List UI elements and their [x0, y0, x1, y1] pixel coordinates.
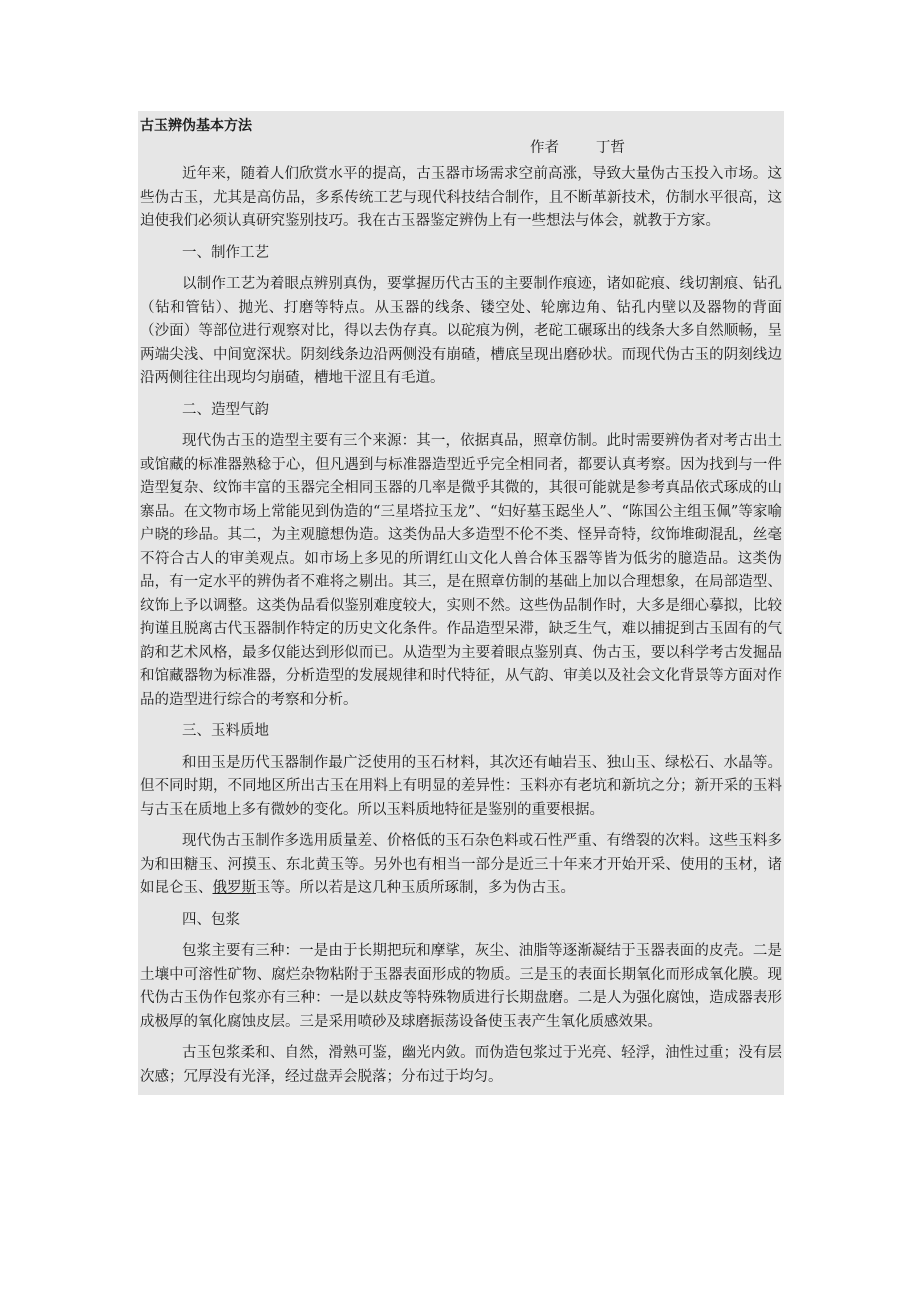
section-patina-paragraph-2: 古玉包浆柔和、自然，滑熟可鉴，幽光内敛。而伪造包浆过于光亮、轻浮，油性过重；没有层次感；冗厚没有光泽，经过盘弄会脱落；分布过于均匀。 — [140, 1045, 782, 1085]
intro-paragraph: 近年来，随着人们欣赏水平的提高，古玉器市场需求空前高涨，导致大量伪古玉投入市场。这些伪古玉，尤其是高仿品，多系传统工艺与现代科技结合制作，且不断革新技术，仿制水平很高，这迫使我们必须认真研究鉴别技巧。我在古玉器鉴定辨伪上有一些想法与体会，就教于方家。 — [140, 166, 782, 229]
russia-link[interactable]: 俄罗斯 — [212, 880, 256, 896]
section-material-paragraph-2 — [138, 830, 784, 901]
author-name: 丁哲 — [595, 140, 625, 156]
author-line — [138, 137, 784, 159]
section-heading-material: 三、玉料质地 — [182, 723, 270, 739]
document-body — [138, 111, 784, 1095]
author-label: 作者 — [530, 140, 559, 156]
section-heading-patina: 四、包浆 — [182, 911, 241, 928]
section-heading-form: 二、造型气韵 — [182, 401, 270, 418]
section-form-paragraph: 现代伪古玉的造型主要有三个来源：其一，依据真品，照章仿制。此时需要辨伪者对考古出土或馆藏的标准器熟稔于心，但凡遇到与标准器造型近乎完全相同者，都要认真考察。因为找到与一件造型复杂、纹饰丰富的玉器完全相同玉器的几率是微乎其微的，其很可能就是参考真品依式琢成的山寨品。在文物市场上常能见到伪造的“三星塔拉玉龙”、“妇好墓玉跽坐人”、“陈国公主组玉佩”等家喻户晓的珍品。其二，为主观臆想伪造。这类伪品大多造型不伦不类、怪异奇特，纹饰堆砌混乱，丝毫不符合古人的审美观点。如市场上多见的所谓红山文化人兽合体玉器等皆为低劣的臆造品。这类伪品，有一定水平的辨伪者不难将之剔出。其三，是在照章仿制的基础上加以合理想象，在局部造型、纹饰上予以调整。这类伪品看似鉴别难度较大，实则不然。这些伪品制作时，大多是细心摹拟，比较拘谨且脱离古代玉器制作特定的历史文化条件。作品造型呆滞，缺乏生气，难以捕捉到古玉固有的气韵和艺术风格，最多仅能达到形似而已。从造型为主要着眼点鉴别真、伪古玉，要以科学考古发掘品和馆藏器物为标准器，分析造型的发展规律和时代特征，从气韵、审美以及社会文化背景等方面对作品的造型进行综合的考察和分析。 — [140, 433, 782, 708]
material-text-a: 现代伪古玉制作多选用质量差、价格低的玉石杂色料或石性严重、有绺裂的次料。这些玉料多为和田糖玉、河摸玉、东北黄玉等。另外也有相当一部分是近三十年来才开始开采、使用的玉材，诸如昆仑玉、 — [140, 833, 782, 896]
document-title: 古玉辨伪基本方法 — [140, 118, 252, 134]
section-craft-paragraph: 以制作工艺为着眼点辨别真伪，要掌握历代古玉的主要制作痕迹，诸如砣痕、线切割痕、钻孔（钻和管钻）、抛光、打磨等特点。从玉器的线条、镂空处、轮廓边角、钻孔内壁以及器物的背面（沙面）等部位进行观察对比，得以去伪存真。以砣痕为例，老砣工碾琢出的线条大多自然顺畅，呈两端尖浅、中间宽深状。阴刻线条边沿两侧没有崩碴，槽底呈现出磨砂状。而现代伪古玉的阴刻线边沿两侧往往出现均匀崩碴，槽地干涩且有毛道。 — [140, 276, 782, 386]
material-text-b: 玉等。所以若是这几种玉质所琢制，多为伪古玉。 — [256, 880, 575, 896]
section-patina-paragraph-1: 包浆主要有三种：一是由于长期把玩和摩挲，灰尘、油脂等逐渐凝结于玉器表面的皮壳。二是土壤中可溶性矿物、腐烂杂物粘附于玉器表面形成的物质。三是玉的表面长期氧化而形成氧化膜。现代伪古玉伪作包浆亦有三种：一是以麸皮等特殊物质进行长期盘磨。二是人为强化腐蚀，造成器表形成极厚的氧化腐蚀皮层。三是采用喷砂及球磨振荡设备使玉表产生氧化质感效果。 — [140, 943, 782, 1030]
section-material-paragraph-1: 和田玉是历代玉器制作最广泛使用的玉石材料，其次还有岫岩玉、独山玉、绿松石、水晶等。但不同时期，不同地区所出古玉在用料上有明显的差异性：玉料亦有老坑和新坑之分；新开采的玉料与古玉在质地上多有微妙的变化。所以玉料质地特征是鉴别的重要根据。 — [140, 754, 782, 818]
section-heading-craft: 一、制作工艺 — [182, 244, 270, 261]
